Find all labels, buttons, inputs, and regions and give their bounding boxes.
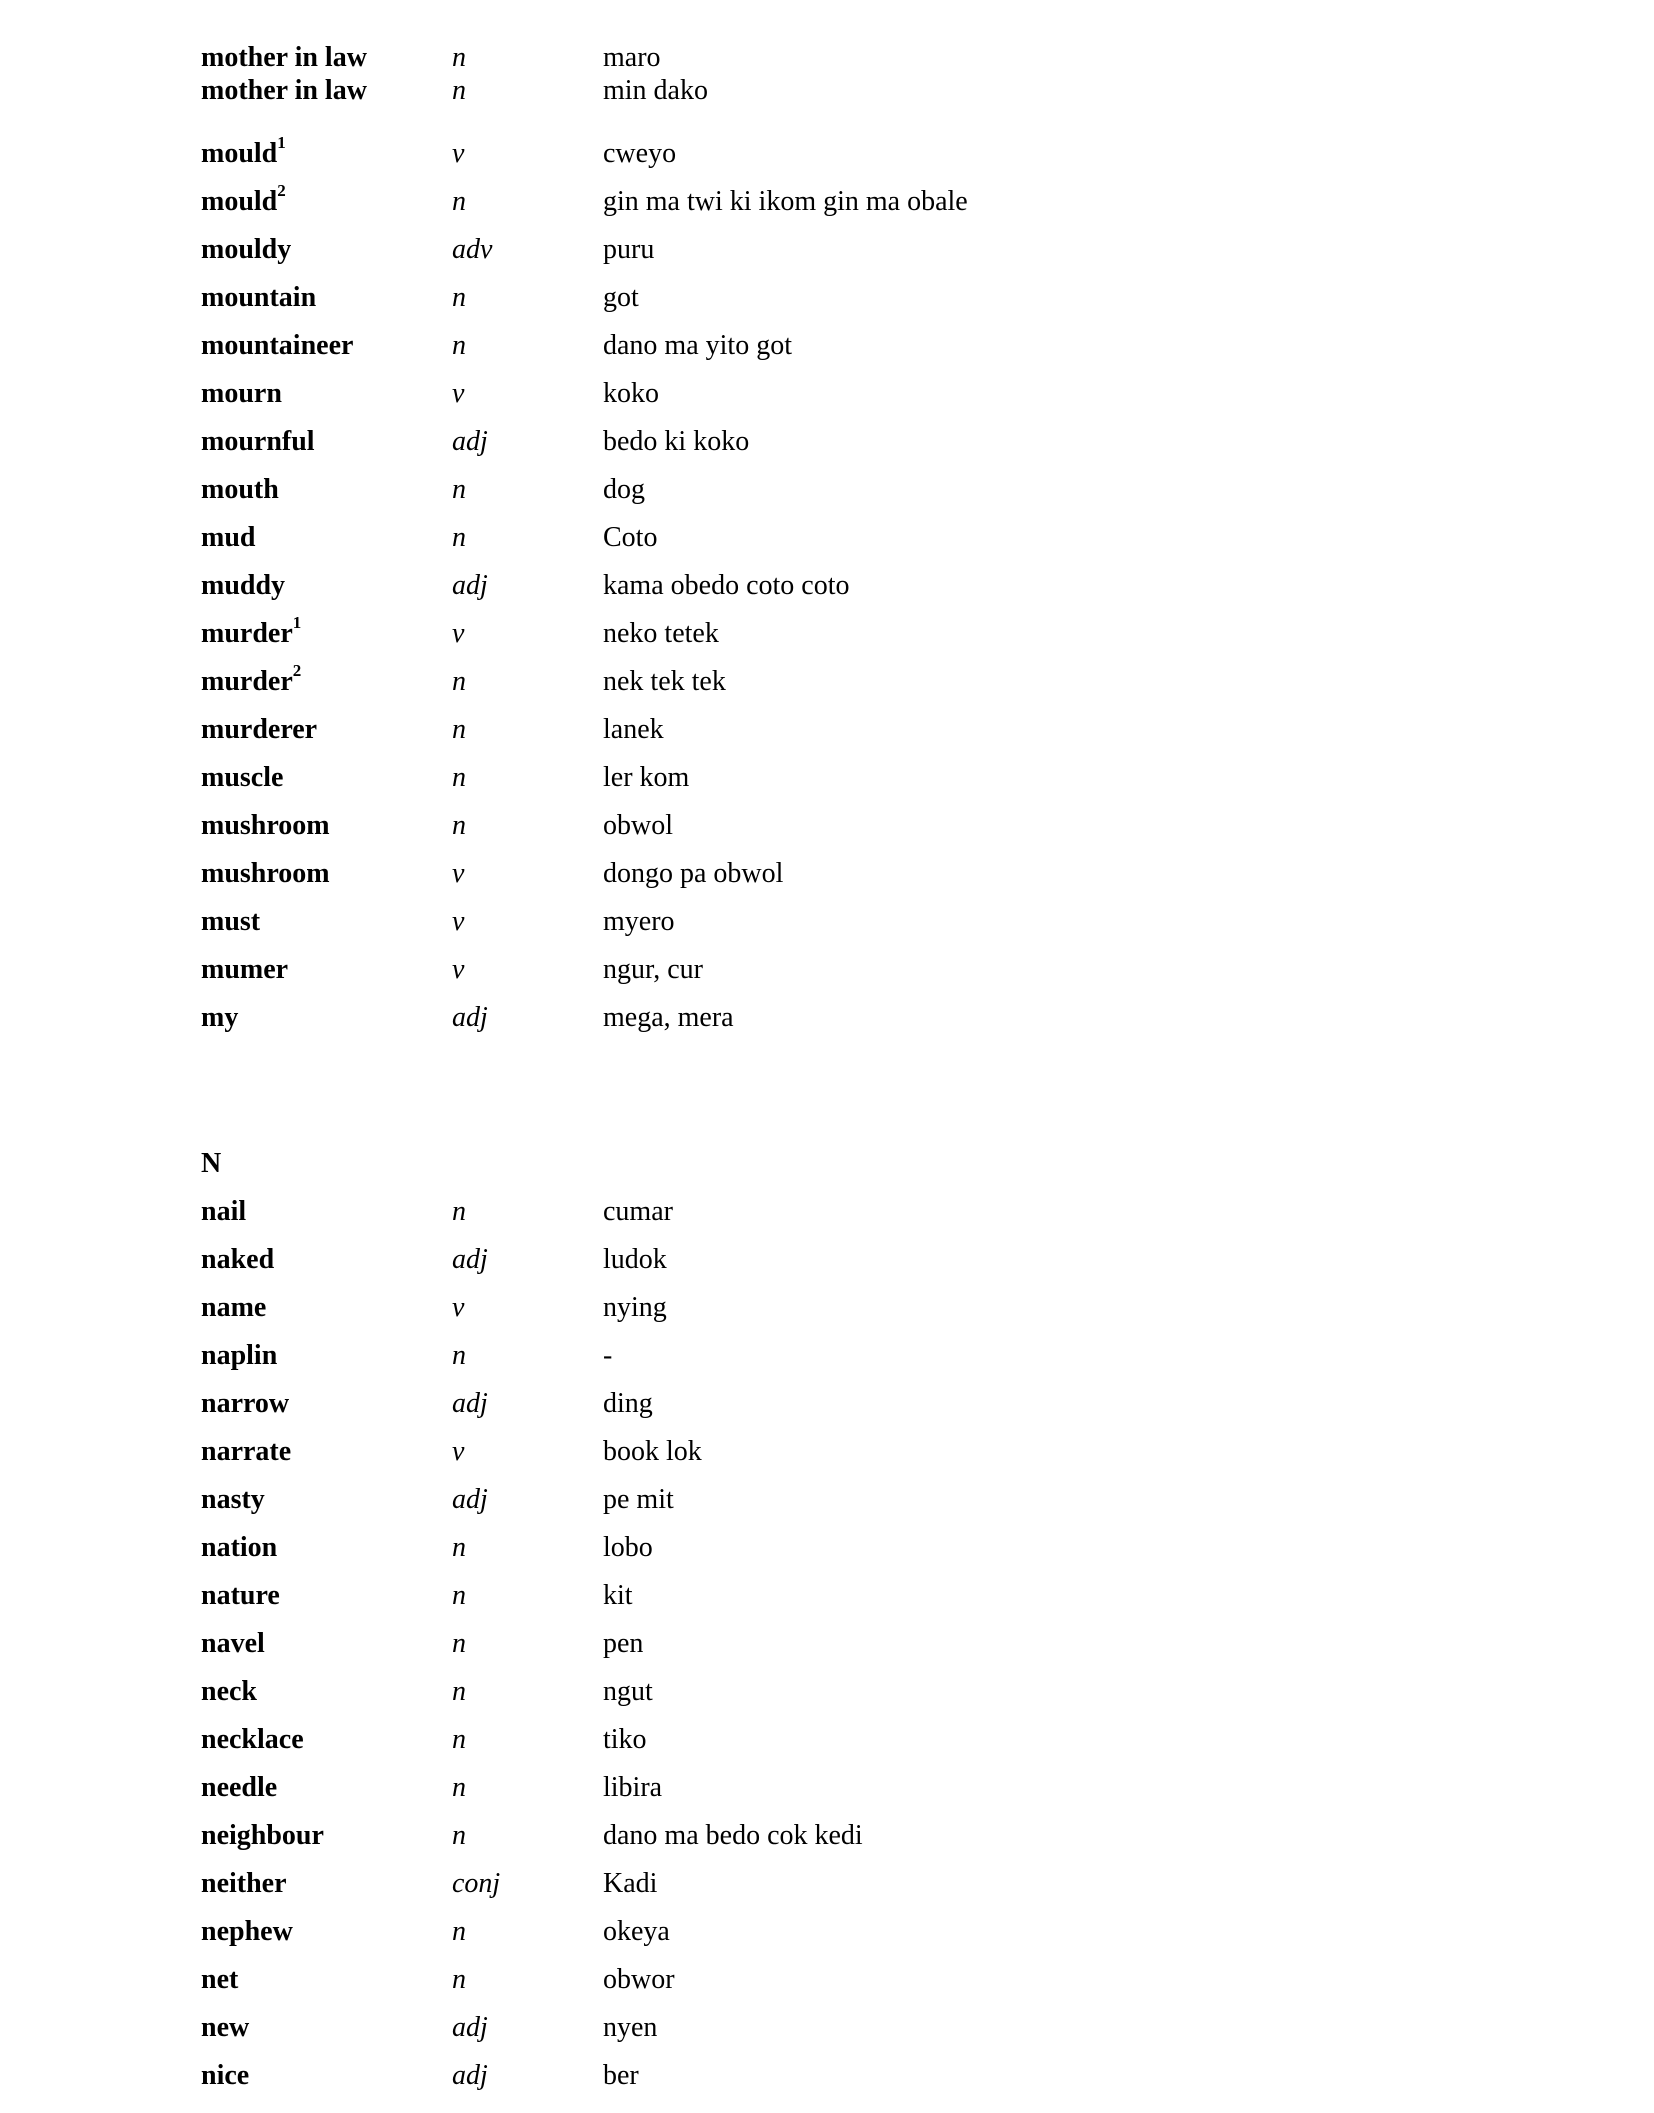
dictionary-entry-row bbox=[0, 424, 1654, 468]
headword-text: mourn bbox=[201, 378, 282, 409]
dictionary-entry-row bbox=[0, 280, 1654, 324]
headword-text: mushroom bbox=[201, 858, 330, 889]
headword-text: mud bbox=[201, 522, 256, 553]
entry-headword bbox=[201, 1194, 246, 1230]
entry-part-of-speech: v bbox=[452, 378, 465, 409]
dictionary-entry-row bbox=[0, 180, 1654, 228]
entry-translation: obwor bbox=[603, 1964, 675, 1995]
dictionary-entry-row bbox=[0, 1914, 1654, 1958]
entry-part-of-speech: adj bbox=[452, 2060, 488, 2091]
entry-translation: okeya bbox=[603, 1916, 670, 1947]
entry-translation: kit bbox=[603, 1580, 633, 1611]
dictionary-entry-row bbox=[0, 1386, 1654, 1430]
headword-text: mould bbox=[201, 186, 278, 217]
dictionary-entry-row bbox=[0, 1482, 1654, 1526]
dictionary-entry-row bbox=[0, 1962, 1654, 2006]
entry-translation: Kadi bbox=[603, 1868, 658, 1899]
headword-text: narrow bbox=[201, 1388, 290, 1419]
headword-text: net bbox=[201, 1964, 239, 1995]
headword-text: neck bbox=[201, 1676, 257, 1707]
entry-part-of-speech: n bbox=[452, 1340, 466, 1371]
entry-part-of-speech: n bbox=[452, 186, 466, 217]
entry-translation: ngur, cur bbox=[603, 954, 703, 985]
entry-headword bbox=[201, 856, 330, 892]
entry-headword bbox=[201, 1674, 257, 1710]
entry-translation: dano ma yito got bbox=[603, 330, 792, 361]
dictionary-entry-row bbox=[0, 2010, 1654, 2054]
entry-translation: lobo bbox=[603, 1532, 653, 1563]
entry-headword bbox=[201, 1722, 304, 1758]
sense-number: 2 bbox=[292, 660, 302, 680]
entry-headword bbox=[201, 424, 315, 460]
entry-part-of-speech: n bbox=[452, 1724, 466, 1755]
dictionary-entry-row bbox=[0, 1722, 1654, 1766]
entry-part-of-speech: adj bbox=[452, 1244, 488, 1275]
dictionary-entry-row bbox=[0, 1578, 1654, 1622]
entry-translation: ludok bbox=[603, 1244, 667, 1275]
entry-translation: gin ma twi ki ikom gin ma obale bbox=[603, 186, 968, 217]
entry-translation: koko bbox=[603, 378, 659, 409]
entry-part-of-speech: adj bbox=[452, 1388, 488, 1419]
headword-text: mumer bbox=[201, 954, 289, 985]
dictionary-entry-row bbox=[0, 2058, 1654, 2102]
dictionary-entry-row bbox=[0, 1000, 1654, 1044]
entry-translation: - bbox=[603, 1340, 613, 1371]
dictionary-entry-row bbox=[0, 73, 1654, 117]
entry-translation: tiko bbox=[603, 1724, 647, 1755]
entry-headword bbox=[201, 1866, 287, 1902]
entry-translation: nek tek tek bbox=[603, 666, 726, 697]
entry-headword bbox=[201, 1626, 265, 1662]
entry-translation: cweyo bbox=[603, 138, 677, 169]
entry-headword bbox=[201, 232, 291, 268]
entry-part-of-speech: n bbox=[452, 1628, 466, 1659]
entry-part-of-speech: v bbox=[452, 954, 465, 985]
headword-text: new bbox=[201, 2012, 250, 2043]
entry-part-of-speech: adv bbox=[452, 234, 493, 265]
entry-headword bbox=[201, 1962, 238, 1998]
headword-text: name bbox=[201, 1292, 267, 1323]
dictionary-entry-row bbox=[0, 660, 1654, 708]
headword-text: muscle bbox=[201, 762, 284, 793]
sense-number: 1 bbox=[277, 132, 286, 152]
headword-text: nasty bbox=[201, 1484, 265, 1515]
entry-headword bbox=[201, 904, 260, 940]
entry-part-of-speech: n bbox=[452, 1196, 466, 1227]
dictionary-entry-row bbox=[0, 1338, 1654, 1382]
entry-part-of-speech: n bbox=[452, 1916, 466, 1947]
entry-part-of-speech: v bbox=[452, 1292, 465, 1323]
entry-part-of-speech: conj bbox=[452, 1868, 501, 1899]
entry-headword bbox=[201, 1770, 277, 1806]
entry-headword bbox=[201, 520, 255, 556]
entry-headword bbox=[201, 180, 286, 220]
entry-translation: book lok bbox=[603, 1436, 702, 1467]
headword-text: must bbox=[201, 906, 261, 937]
entry-translation: dongo pa obwol bbox=[603, 858, 784, 889]
entry-translation: neko tetek bbox=[603, 618, 719, 649]
dictionary-entry-row bbox=[0, 1194, 1654, 1238]
dictionary-entry-row bbox=[0, 1674, 1654, 1718]
entry-part-of-speech: n bbox=[452, 666, 466, 697]
entry-headword bbox=[201, 568, 285, 604]
entry-translation: nyen bbox=[603, 2012, 658, 2043]
entry-headword bbox=[201, 1434, 291, 1470]
dictionary-entry-row bbox=[0, 712, 1654, 756]
entry-translation: dano ma bedo cok kedi bbox=[603, 1820, 863, 1851]
entry-translation: Coto bbox=[603, 522, 658, 553]
entry-part-of-speech: adj bbox=[452, 1002, 488, 1033]
entry-translation: ber bbox=[603, 2060, 639, 2091]
entry-part-of-speech: n bbox=[452, 810, 466, 841]
entry-headword bbox=[201, 132, 286, 172]
entry-headword bbox=[201, 472, 279, 508]
entry-translation: dog bbox=[603, 474, 645, 505]
dictionary-entry-row bbox=[0, 1434, 1654, 1478]
headword-text: nation bbox=[201, 1532, 278, 1563]
entry-headword bbox=[201, 1530, 277, 1566]
headword-text: murder bbox=[201, 618, 293, 649]
entry-headword bbox=[201, 1482, 265, 1518]
dictionary-entry-row bbox=[0, 376, 1654, 420]
dictionary-entry-row bbox=[0, 568, 1654, 612]
dictionary-entry-row bbox=[0, 1242, 1654, 1286]
headword-text: mournful bbox=[201, 426, 315, 457]
entry-part-of-speech: n bbox=[452, 75, 466, 106]
dictionary-entry-row bbox=[0, 952, 1654, 996]
headword-text: nail bbox=[201, 1196, 247, 1227]
entry-headword bbox=[201, 1290, 266, 1326]
entry-translation: cumar bbox=[603, 1196, 673, 1227]
entry-part-of-speech: v bbox=[452, 1436, 465, 1467]
headword-text: mountaineer bbox=[201, 330, 354, 361]
entry-headword bbox=[201, 73, 367, 109]
entry-part-of-speech: v bbox=[452, 618, 465, 649]
headword-text: murderer bbox=[201, 714, 318, 745]
headword-text: mouth bbox=[201, 474, 279, 505]
sense-number: 1 bbox=[292, 612, 302, 632]
entry-translation: got bbox=[603, 282, 639, 313]
entry-headword bbox=[201, 2010, 249, 2046]
entry-part-of-speech: adj bbox=[452, 2012, 488, 2043]
dictionary-entry-row bbox=[0, 1818, 1654, 1862]
headword-text: mother in law bbox=[201, 42, 367, 73]
entry-translation: kama obedo coto coto bbox=[603, 570, 850, 601]
dictionary-entry-row bbox=[0, 472, 1654, 516]
headword-text: my bbox=[201, 1002, 239, 1033]
headword-text: mushroom bbox=[201, 810, 330, 841]
dictionary-entry-row bbox=[0, 1626, 1654, 1670]
entry-part-of-speech: n bbox=[452, 282, 466, 313]
entry-part-of-speech: n bbox=[452, 330, 466, 361]
entry-translation: lanek bbox=[603, 714, 664, 745]
dictionary-entry-row bbox=[0, 520, 1654, 564]
entry-part-of-speech: v bbox=[452, 858, 465, 889]
entry-headword bbox=[201, 328, 353, 364]
headword-text: mould bbox=[201, 138, 278, 169]
dictionary-entry-row bbox=[0, 856, 1654, 900]
dictionary-entry-row bbox=[0, 808, 1654, 852]
section-letter-heading: N bbox=[201, 1148, 222, 1179]
dictionary-entry-row bbox=[0, 328, 1654, 372]
entry-translation: bedo ki koko bbox=[603, 426, 750, 457]
headword-text: muddy bbox=[201, 570, 286, 601]
entry-part-of-speech: n bbox=[452, 1580, 466, 1611]
dictionary-entry-row bbox=[0, 1530, 1654, 1574]
headword-text: navel bbox=[201, 1628, 265, 1659]
entry-part-of-speech: v bbox=[452, 906, 465, 937]
entry-translation: nying bbox=[603, 1292, 667, 1323]
entry-translation: ding bbox=[603, 1388, 653, 1419]
entry-translation: ngut bbox=[603, 1676, 653, 1707]
headword-text: nephew bbox=[201, 1916, 293, 1947]
entry-part-of-speech: n bbox=[452, 42, 466, 73]
entry-headword bbox=[201, 660, 302, 700]
entry-headword bbox=[201, 808, 330, 844]
headword-text: nature bbox=[201, 1580, 280, 1611]
entry-translation: libira bbox=[603, 1772, 663, 1803]
headword-text: neither bbox=[201, 1868, 287, 1899]
headword-text: naplin bbox=[201, 1340, 278, 1371]
headword-text: naked bbox=[201, 1244, 275, 1275]
dictionary-entry-row bbox=[0, 612, 1654, 660]
sense-number: 2 bbox=[277, 180, 286, 200]
entry-part-of-speech: v bbox=[452, 138, 465, 169]
headword-text: murder bbox=[201, 666, 293, 697]
entry-translation: obwol bbox=[603, 810, 673, 841]
dictionary-entry-row bbox=[0, 904, 1654, 948]
entry-headword bbox=[201, 1242, 274, 1278]
entry-headword bbox=[201, 612, 302, 652]
entry-translation: myero bbox=[603, 906, 675, 937]
entry-headword bbox=[201, 760, 283, 796]
headword-text: narrate bbox=[201, 1436, 292, 1467]
entry-headword bbox=[201, 1338, 277, 1374]
dictionary-entry-row bbox=[0, 132, 1654, 180]
entry-headword bbox=[201, 712, 317, 748]
entry-headword bbox=[201, 1000, 238, 1036]
headword-text: mother in law bbox=[201, 75, 367, 106]
entry-headword bbox=[201, 1578, 280, 1614]
entry-translation: pe mit bbox=[603, 1484, 674, 1515]
entry-part-of-speech: n bbox=[452, 1964, 466, 1995]
entry-part-of-speech: n bbox=[452, 1532, 466, 1563]
dictionary-entry-row bbox=[0, 760, 1654, 804]
headword-text: needle bbox=[201, 1772, 278, 1803]
entry-part-of-speech: n bbox=[452, 1676, 466, 1707]
headword-text: neighbour bbox=[201, 1820, 324, 1851]
entry-translation: pen bbox=[603, 1628, 644, 1659]
dictionary-entry-row bbox=[0, 1770, 1654, 1814]
entry-part-of-speech: n bbox=[452, 1820, 466, 1851]
entry-headword bbox=[201, 952, 288, 988]
entry-part-of-speech: n bbox=[452, 474, 466, 505]
entry-part-of-speech: adj bbox=[452, 570, 488, 601]
dictionary-entry-row bbox=[0, 1866, 1654, 1910]
entry-headword bbox=[201, 2058, 249, 2094]
entry-headword bbox=[201, 280, 316, 316]
entry-translation: maro bbox=[603, 42, 661, 73]
dictionary-entry-row bbox=[0, 1290, 1654, 1334]
entry-headword bbox=[201, 1818, 324, 1854]
entry-part-of-speech: adj bbox=[452, 426, 488, 457]
entry-translation: min dako bbox=[603, 75, 708, 106]
dictionary-entry-row bbox=[0, 232, 1654, 276]
entry-headword bbox=[201, 1914, 293, 1950]
entry-part-of-speech: n bbox=[452, 714, 466, 745]
entry-part-of-speech: n bbox=[452, 1772, 466, 1803]
entry-part-of-speech: n bbox=[452, 762, 466, 793]
entry-part-of-speech: n bbox=[452, 522, 466, 553]
entry-headword bbox=[201, 376, 282, 412]
headword-text: necklace bbox=[201, 1724, 304, 1755]
entry-translation: ler kom bbox=[603, 762, 690, 793]
entry-headword bbox=[201, 1386, 289, 1422]
headword-text: mountain bbox=[201, 282, 317, 313]
entry-part-of-speech: adj bbox=[452, 1484, 488, 1515]
headword-text: mouldy bbox=[201, 234, 292, 265]
entry-translation: mega, mera bbox=[603, 1002, 734, 1033]
entry-headword bbox=[201, 40, 367, 76]
entry-translation: puru bbox=[603, 234, 655, 265]
headword-text: nice bbox=[201, 2060, 250, 2091]
